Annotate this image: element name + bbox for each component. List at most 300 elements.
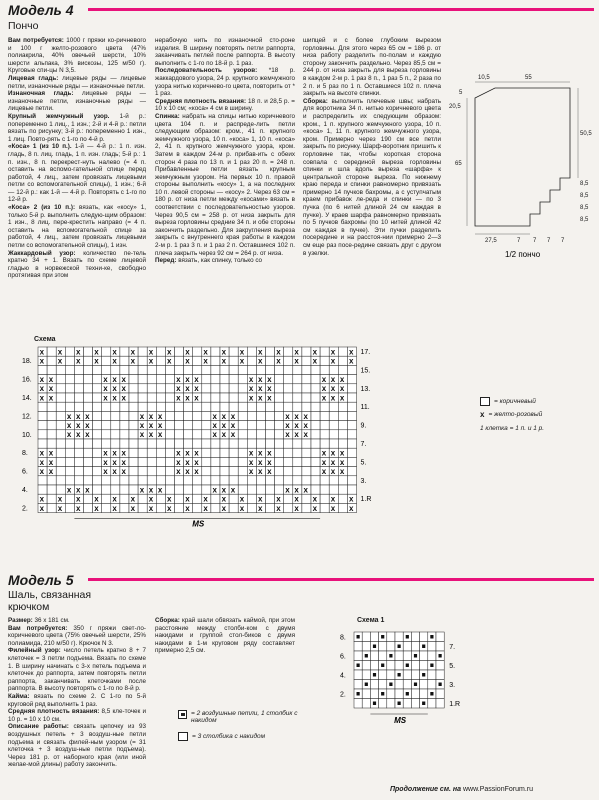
chart-cell (138, 448, 147, 457)
chart-cell (38, 485, 47, 494)
chart-cell (211, 347, 220, 356)
x-mark: x (239, 503, 245, 513)
chart-cell (193, 356, 202, 365)
chart-cell (302, 402, 311, 411)
x-mark: x (176, 467, 181, 476)
chart-cell (320, 356, 329, 365)
chart-cell (138, 402, 147, 411)
chart-cell (156, 347, 165, 356)
chart-cell (229, 476, 238, 485)
chart-cell (147, 384, 156, 393)
chart-cell (184, 402, 193, 411)
paragraph-heading: «Коса» 1 (из 10 п.). (8, 143, 72, 151)
x-mark: x (185, 457, 190, 467)
chart-cell (302, 503, 311, 512)
chart-cell (147, 365, 156, 374)
x-mark: x (76, 485, 81, 495)
x-mark: x (294, 421, 299, 430)
chart-cell (387, 689, 395, 699)
chart-cell (284, 494, 293, 503)
chart-cell (111, 439, 120, 448)
chart-cell (347, 411, 356, 420)
chart-cell (56, 365, 65, 374)
model4-chart-title: Схема (34, 336, 56, 343)
chart-cell (202, 430, 211, 439)
chart-cell (354, 642, 362, 652)
chart-cell (238, 393, 247, 402)
chart-cell (184, 411, 193, 420)
paragraph-text: нерабочую нить по изнаночной сто-роне изделия. В ширину повторять петли раппорта, заканчивать петлей после раппорта. В высоту выполнить с 1-го по 18-й р. 1 раз. (155, 37, 295, 67)
chart-cell (47, 365, 56, 374)
chart-cell (338, 476, 347, 485)
chart-cell (320, 365, 329, 374)
x-mark: x (276, 494, 281, 504)
x-mark: x (330, 503, 336, 513)
paragraph-heading: «Коса» 2 (из 10 п.): (8, 204, 76, 212)
chart-cell (193, 430, 202, 439)
chart-cell (362, 632, 370, 642)
chart-cell (220, 365, 229, 374)
x-mark: x (349, 494, 354, 504)
paragraph-text: 36 х 181 см. (32, 617, 70, 624)
chart-cell (266, 365, 275, 374)
chart-cell (129, 485, 138, 494)
x-mark: x (112, 448, 117, 458)
chart-cell (347, 439, 356, 448)
row-number-left: 6. (22, 468, 28, 476)
x-mark: x (221, 421, 227, 430)
x-mark: x (248, 384, 254, 394)
x-mark: x (121, 467, 126, 476)
chart-cell (275, 375, 284, 384)
chart-cell (74, 476, 83, 485)
paragraph-text: вязать, как спинку, только со (176, 257, 263, 265)
x-mark: x (157, 421, 163, 430)
legend-yellow-pink: x = желто-розовый (480, 410, 543, 419)
paragraph-text: количество пе-тель кратно 34 + 1. Вязать по схеме лицевой гладью в норвежской техни-ке, свободно протягивая при этом (8, 249, 146, 280)
x-mark: x (221, 411, 227, 421)
chart-cell (311, 365, 320, 374)
chart-cell (93, 457, 102, 466)
chart-cell (311, 411, 320, 420)
chart-cell (379, 699, 387, 709)
paragraph-text: 1000 г пряжи ко-ричневого и 100 г желто-розового цвета (47% полиакрила, 40% овечьей шерсти, 10% шерсти альпака, 3% вискозы, 125 м/50 г). Круговые спи-цы N 3,5. (8, 37, 146, 75)
chart-cell (428, 651, 436, 661)
filled-dot (398, 673, 401, 677)
x-mark: x (212, 411, 217, 421)
chart-cell (111, 430, 120, 439)
chart-cell (284, 356, 293, 365)
chart-cell (370, 689, 378, 699)
footer-site: www.PassionForum.ru (462, 786, 533, 793)
chart-cell (165, 411, 174, 420)
paragraph (8, 113, 146, 143)
x-mark: x (276, 356, 281, 366)
chart-cell (65, 467, 74, 476)
chart-cell (202, 411, 211, 420)
chart-cell (184, 421, 193, 430)
ms-label: MS (192, 519, 205, 527)
chart-cell (275, 421, 284, 430)
chart-cell (338, 439, 347, 448)
chart-cell (266, 402, 275, 411)
chart-cell (362, 642, 370, 652)
chart-cell (211, 375, 220, 384)
chart-cell (193, 485, 202, 494)
chart-cell (111, 402, 120, 411)
chart-cell (184, 485, 193, 494)
x-mark: x (39, 375, 45, 384)
x-mark: x (148, 430, 154, 440)
chart-cell (436, 689, 444, 699)
chart-cell (147, 375, 156, 384)
paragraph-text: 1-й р.: попеременно 1 лиц., 1 изн.; 2-й и 4-й р.: петли вязать по рисунку; 3-й р.: попеременно 1 изн., 1 лиц. Повто-рять с 1-го по 4-й р. (8, 112, 146, 143)
x-mark: x (330, 356, 336, 366)
chart-cell (102, 439, 111, 448)
chart-cell (266, 503, 275, 512)
chart-cell (293, 375, 302, 384)
row-number-left: 2. (22, 505, 28, 513)
chart-cell (229, 457, 238, 466)
x-mark: x (185, 467, 190, 476)
x-mark: x (148, 421, 154, 430)
x-mark: x (185, 393, 190, 403)
chart-cell (256, 476, 265, 485)
chart-cell (387, 642, 395, 652)
chart-cell (293, 439, 302, 448)
chart-cell (284, 347, 293, 356)
chart-cell (74, 365, 83, 374)
chart-cell (320, 494, 329, 503)
chart-cell (411, 699, 419, 709)
dim-left-top: 5 (459, 90, 463, 96)
paragraph-heading: Средняя плотность вязания: (155, 97, 247, 105)
chart-cell (165, 430, 174, 439)
paragraph-heading: Спинка: (155, 112, 180, 120)
x-mark: x (139, 421, 145, 430)
chart-cell (56, 467, 65, 476)
x-mark: x (285, 430, 290, 440)
paragraph (8, 723, 146, 769)
chart-cell (120, 439, 129, 448)
chart-cell (156, 448, 165, 457)
chart-cell (38, 439, 47, 448)
chart-cell (120, 356, 129, 365)
chart-cell (275, 485, 284, 494)
paragraph-heading: Изнаночная гладь: (8, 90, 74, 98)
chart-cell (156, 365, 165, 374)
chart-cell (247, 356, 256, 365)
x-mark: x (212, 430, 217, 440)
chart-cell (175, 439, 184, 448)
chart-cell (38, 430, 47, 439)
x-mark: x (76, 494, 81, 504)
chart-cell (320, 421, 329, 430)
paragraph-text: *18 р. жаккардового узора, 24 р. крупного жемчужного узора нитью коричнево-го цвета, повторить от * 1 раз. (155, 67, 295, 98)
chart-cell (266, 485, 275, 494)
model5-chart-title: Схема 1 (357, 617, 385, 624)
chart-cell (38, 402, 47, 411)
paragraph-text: 350 г пряжи свет-ло-коричневого цвета (75% овечьей шерсти, 25% полиамида, 210 м/50 г). Крючок N 3. (8, 624, 146, 647)
model5-header-rule (88, 578, 594, 581)
chart-cell (202, 393, 211, 402)
chart-cell (293, 393, 302, 402)
paragraph-heading: Лицевая гладь: (8, 74, 59, 82)
x-mark: x (194, 467, 199, 476)
chart-cell (238, 411, 247, 420)
chart-cell (220, 439, 229, 448)
chart-cell (395, 661, 403, 671)
x-mark: x (48, 448, 54, 458)
chart-cell (156, 476, 165, 485)
chart-cell (129, 393, 138, 402)
model5-subtitle-line1: Шаль, связанная (8, 589, 92, 601)
x-mark: x (121, 393, 126, 403)
x-mark: x (239, 356, 245, 366)
chart-cell (202, 448, 211, 457)
x-mark: x (221, 485, 227, 495)
chart-cell (165, 384, 174, 393)
chart-cell (338, 485, 347, 494)
x-mark: x (330, 347, 336, 357)
chart-cell (84, 448, 93, 457)
chart-cell (311, 457, 320, 466)
chart-cell (120, 503, 129, 512)
chart-cell (338, 421, 347, 430)
x-mark: x (112, 494, 117, 504)
chart-cell (156, 375, 165, 384)
dim-top-left: 10,5 (478, 75, 490, 81)
model4-text-column-1 (8, 37, 146, 337)
x-mark: x (57, 503, 63, 513)
chart-cell (428, 680, 436, 690)
chart-cell (211, 494, 220, 503)
chart-cell (211, 365, 220, 374)
model4-header-rule (88, 8, 594, 11)
chart-cell (129, 421, 138, 430)
model5-subtitle-line2: крючком (8, 601, 50, 613)
x-mark: x (76, 430, 81, 440)
x-mark: x (39, 457, 45, 467)
x-mark: x (76, 356, 81, 366)
x-mark: x (321, 393, 327, 403)
chart-cell (247, 430, 256, 439)
chart-cell (84, 467, 93, 476)
chart-cell (329, 402, 338, 411)
chart-cell (165, 365, 174, 374)
chart-cell (165, 393, 174, 402)
chart-cell (229, 503, 238, 512)
x-mark: x (112, 384, 117, 394)
chart-cell (156, 503, 165, 512)
chart-cell (293, 448, 302, 457)
x-mark: x (185, 356, 190, 366)
chart-cell (266, 476, 275, 485)
chart-cell (175, 494, 184, 503)
chart-cell (184, 439, 193, 448)
chart-cell (320, 503, 329, 512)
chart-cell (229, 356, 238, 365)
row-number-left: 10. (22, 431, 32, 439)
chart-cell (302, 476, 311, 485)
chart-cell (411, 689, 419, 699)
chart-cell (165, 439, 174, 448)
chart-cell (184, 365, 193, 374)
chart-cell (220, 448, 229, 457)
row-number-right: 11. (360, 404, 370, 412)
x-mark: x (121, 375, 126, 384)
model5-legend (178, 710, 308, 741)
chart-cell (147, 467, 156, 476)
chart-cell (379, 651, 387, 661)
x-mark: x (239, 347, 245, 357)
chart-cell (47, 421, 56, 430)
x-mark: x (248, 393, 254, 403)
filled-dot (381, 635, 384, 639)
x-mark: x (321, 384, 327, 394)
paragraph-text: связать цепочку из 93 воздушных петель + 3 воздуш-ные петли подъема и связать филей-ным узором (= 31 клеточка + 3 воздуш-ные петли подъема). Через 181 р. от наборного края (или иной желае-мой длины) работу закончить. (8, 723, 146, 769)
x-mark: x (76, 503, 81, 513)
chart-cell (420, 680, 428, 690)
x-mark: x (112, 393, 117, 403)
x-mark: x (130, 503, 136, 513)
chart-cell (293, 457, 302, 466)
x-mark: x (330, 467, 336, 476)
x-mark: x (339, 467, 345, 476)
x-mark: x (303, 485, 308, 495)
chart-cell (111, 421, 120, 430)
chart-cell (56, 457, 65, 466)
chart-cell (165, 421, 174, 430)
chart-cell (338, 430, 347, 439)
paragraph-text: лицевые ряды — изнаночные петли, изнаночные ряды — лицевые петли. (8, 90, 146, 113)
chart-cell (311, 476, 320, 485)
x-mark: x (230, 485, 236, 495)
filled-dot (365, 654, 368, 658)
paragraph-heading: Размер: (8, 617, 33, 624)
chart-cell (93, 411, 102, 420)
x-mark: x (185, 375, 190, 384)
chart-cell (74, 375, 83, 384)
chart-cell (202, 365, 211, 374)
chart-cell (211, 393, 220, 402)
row-number-right: 9. (360, 422, 367, 430)
chart-cell (120, 347, 129, 356)
chart-cell (47, 494, 56, 503)
x-mark: x (148, 356, 154, 366)
row-number-left: 16. (22, 376, 32, 384)
x-mark: x (203, 347, 208, 357)
chart-cell (275, 402, 284, 411)
chart-cell (395, 632, 403, 642)
chart-cell (111, 476, 120, 485)
chart-cell (284, 467, 293, 476)
chart-cell (129, 402, 138, 411)
chart-cell (202, 467, 211, 476)
paragraph (8, 204, 146, 250)
chart-cell (266, 430, 275, 439)
paragraph-text: 18 п. и 28,5 р. = 10 х 10 см; «коса» 4 см в ширину. (155, 97, 295, 113)
x-mark: x (294, 485, 299, 495)
chart-cell (193, 411, 202, 420)
chart-cell (347, 476, 356, 485)
chart-cell (320, 402, 329, 411)
chart-cell (129, 411, 138, 420)
x-mark: x (94, 503, 99, 513)
paragraph-text: 8,5 кле-точек и 10 р. = 10 х 10 см. (8, 708, 146, 723)
chart-cell (256, 485, 265, 494)
chart-cell (102, 494, 111, 503)
paragraph-heading: Вам потребуется: (8, 624, 68, 632)
x-mark: x (258, 375, 263, 384)
chart-cell (420, 689, 428, 699)
x-mark: x (57, 494, 63, 504)
chart-cell (120, 411, 129, 420)
chart-cell (229, 494, 238, 503)
row-number-left: 14. (22, 395, 32, 402)
x-mark: x (130, 347, 136, 357)
chart-cell (247, 439, 256, 448)
chart-cell (175, 347, 184, 356)
filled-dot (373, 645, 376, 649)
chart-cell (65, 476, 74, 485)
chart-cell (238, 439, 247, 448)
chart-cell (211, 457, 220, 466)
chart-cell (211, 384, 220, 393)
model5-title: Модель 5 (8, 572, 74, 588)
chart-cell (202, 485, 211, 494)
chart-cell (284, 365, 293, 374)
row-number-left: 4. (22, 487, 28, 494)
row-number-right: 7. (449, 644, 456, 651)
chart-cell (275, 393, 284, 402)
x-mark: x (194, 393, 199, 403)
chart-cell (47, 430, 56, 439)
chart-cell (220, 375, 229, 384)
chart-cell (102, 421, 111, 430)
chart-cell (84, 375, 93, 384)
chart-cell (428, 699, 436, 709)
chart-cell (284, 457, 293, 466)
chart-cell (93, 421, 102, 430)
chart-cell (138, 356, 147, 365)
chart-cell (428, 642, 436, 652)
dim-step-1: 8,5 (580, 181, 589, 187)
chart-cell (347, 375, 356, 384)
chart-cell (284, 503, 293, 512)
paragraph-text: вязать по схеме 2. С 1-го по 5-й круговой ряд выполнить 1 раз. (8, 692, 146, 708)
paragraph-heading: Вам потребуется: (8, 37, 64, 44)
x-mark: x (112, 467, 117, 476)
x-mark: x (157, 430, 163, 440)
chart-cell (347, 384, 356, 393)
chart-cell (266, 347, 275, 356)
chart-cell (302, 448, 311, 457)
chart-cell (175, 430, 184, 439)
chart-cell (302, 365, 311, 374)
chart-cell (275, 430, 284, 439)
x-mark: x (148, 485, 154, 495)
chart-cell (147, 402, 156, 411)
x-mark: x (48, 457, 54, 467)
chart-cell (138, 347, 147, 356)
x-mark: x (303, 411, 308, 421)
chart-cell (354, 670, 362, 680)
chart-cell (156, 494, 165, 503)
x-mark: x (66, 430, 72, 440)
chart-cell (229, 402, 238, 411)
x-mark: x (312, 356, 318, 366)
